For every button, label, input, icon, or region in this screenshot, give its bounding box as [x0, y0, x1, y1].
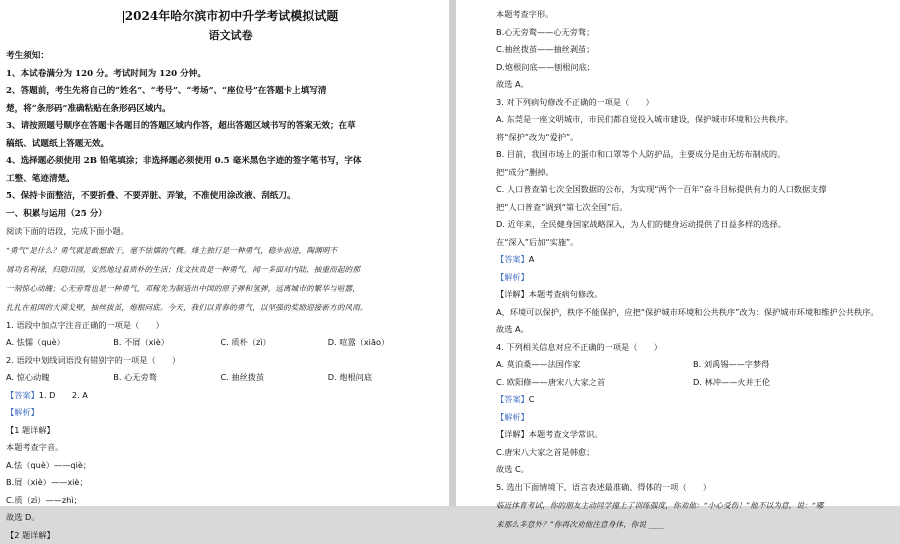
- option: C. 质朴（zì）: [221, 334, 328, 352]
- detail-label: 【详解】: [496, 429, 529, 439]
- question-5: 5. 选出下面情境下，语言表述最准确、得体的一项（ ）: [496, 479, 890, 497]
- answer-text: A: [529, 254, 535, 264]
- answer-row: [496, 391, 890, 409]
- option: D. 林冲——火并王伦: [693, 374, 890, 392]
- notice-line: 1、本试卷满分为 120 分。考试时间为 120 分钟。: [6, 66, 435, 84]
- q3-line: A. 东莞是一座文明城市，市民们都自觉投入城市建设，保护城市环境和公共秩序。: [496, 111, 890, 129]
- notice-line: 工整、笔迹清楚。: [6, 171, 435, 189]
- notice-line: 稿纸、试题纸上答题无效。: [6, 136, 435, 154]
- question-4: 4. 下列相关信息对应不正确的一项是（ ）: [496, 339, 890, 357]
- question-2: 2. 语段中划线词语没有错别字的一项是（ ）: [6, 352, 435, 370]
- explanation-line: C.唐宋八大家之首是韩愈；: [496, 444, 890, 462]
- correction-line: C.质（zì）——zhì；: [6, 492, 435, 510]
- exam-subtitle: 语文试卷: [6, 26, 435, 46]
- fix-line: C.抽丝拨茧——抽丝剥茧；: [496, 41, 890, 59]
- option: D. 炮根问底: [328, 369, 435, 387]
- question-1: 1. 语段中加点字注音正确的一项是（ ）: [6, 317, 435, 335]
- notice-line: 2、答题前，考生先将自己的“姓名”、“考号”、“考场”、“座位号”在答题卡上填写清: [6, 83, 435, 101]
- exam-title: 2024年哈尔滨市初中升学考试模拟试题: [6, 6, 435, 26]
- detail-heading: 【1 题详解】: [6, 422, 435, 440]
- question-4-options-row2: [496, 374, 890, 392]
- text-cursor: [123, 11, 124, 23]
- notice-line: 4、选择题必须使用 2B 铅笔填涂；非选择题必须使用 0.5 毫米黑色字迹的签字笔书写，字体: [6, 153, 435, 171]
- review-line: 本题考查字音。: [6, 439, 435, 457]
- section-heading: 一、积累与运用（25 分）: [6, 206, 435, 224]
- question-3: 3. 对下列病句修改不正确的一项是（ ）: [496, 94, 890, 112]
- notice-line: 5、保持卡面整洁，不要折叠、不要弄脏、弄皱，不准使用涂改液、刮纸刀。: [6, 188, 435, 206]
- q3-line: C. 人口普查第七次全国数据的公布，为实现“两个一百年”奋斗目标提供有力的人口数据支撑: [496, 181, 890, 199]
- detail-label: 【详解】: [496, 289, 529, 299]
- page-gap: [449, 0, 456, 506]
- q5-line: 来那么多意外？”你再次劝他注意身体，你说 ____: [496, 515, 890, 534]
- passage-line: 屑功名利禄，归隐田园，安然地过着质朴的生活；伐文扶贵是一种勇气，闻一多面对内陆，抽重而起的那: [6, 260, 435, 279]
- fix-line: D.炮根问底——刨根问底；: [496, 59, 890, 77]
- pick-line: 故选 A。: [496, 76, 890, 94]
- q3-line: 把“人口普查”调到“第七次全国”后。: [496, 199, 890, 217]
- option: D. 喧嚣（xiāo）: [328, 334, 435, 352]
- detail-text: 本题考查文学常识。: [529, 429, 603, 439]
- notice-line: 3、请按照题号顺序在答题卡各题目的答题区域内作答，超出答题区域书写的答案无效；在草: [6, 118, 435, 136]
- q3-line: B. 目前，我国市场上的蛋巾和口罩等个人防护品，主要成分是由无纺布制成的。: [496, 146, 890, 164]
- detail-heading: 【2 题详解】: [6, 527, 435, 544]
- question-2-options: [6, 369, 435, 387]
- pick-line: 故选 D。: [6, 509, 435, 527]
- option: B. 不屑（xiè）: [113, 334, 220, 352]
- answer-text: C: [529, 394, 535, 404]
- analysis-label: 【解析】: [496, 269, 890, 287]
- detail-row: [496, 286, 890, 304]
- answer-text: 1. D 2. A: [39, 390, 88, 400]
- option: C. 抽丝拨茧: [221, 369, 328, 387]
- instruction: 阅读下面的语段，完成下面小题。: [6, 223, 435, 241]
- q5-line: 临近体育考试，你的朋友主动同学撞上了训练强度，你劝他：“小心受伤！”他不以为意，说：“哪: [496, 496, 890, 515]
- option: A. 惊心动魄: [6, 369, 113, 387]
- question-1-options: [6, 334, 435, 352]
- right-page: [456, 0, 900, 506]
- explanation-line: A，环境可以保护，秩序不能保护，应把“保护城市环境和公共秩序”改为：保护城市环境和维护公共秩序。: [496, 304, 890, 322]
- option: A. 莫泊桑——法国作家: [496, 356, 693, 374]
- answer-row: [496, 251, 890, 269]
- detail-text: 本题考查病句修改。: [529, 289, 603, 299]
- pick-line: 故选 C。: [496, 461, 890, 479]
- detail-row: [496, 426, 890, 444]
- analysis-label: 【解析】: [6, 404, 435, 422]
- option: C. 欧阳修——唐宋八大家之首: [496, 374, 693, 392]
- answer-label: 【答案】: [496, 254, 529, 264]
- answer-row: [6, 387, 435, 405]
- option: B. 心无旁骛: [113, 369, 220, 387]
- question-4-options-row1: [496, 356, 890, 374]
- fix-line: B.心无旁鹜——心无旁骛；: [496, 24, 890, 42]
- q3-line: 在“深入”后加“实施”。: [496, 234, 890, 252]
- q3-line: 把“成分”删掉。: [496, 164, 890, 182]
- passage-line: 扎扎在祖国的大漠戈壁，抽丝拔茧，炮根问底。今天，我们以青春的勇气，以坚强的奖励迎接新方的风雨。: [6, 298, 435, 317]
- q3-line: 将“保护”改为“爱护”。: [496, 129, 890, 147]
- q3-line: D. 近年来，全民健身国家战略深入，为人们的健身运动提供了日益多样的选择。: [496, 216, 890, 234]
- option: A. 怯懦（què）: [6, 334, 113, 352]
- analysis-label: 【解析】: [496, 409, 890, 427]
- notice-line: 楚，将“条形码”准确粘贴在条形码区域内。: [6, 101, 435, 119]
- pick-line: 故选 A。: [496, 321, 890, 339]
- correction-line: A.怯（què）——qiè；: [6, 457, 435, 475]
- answer-label: 【答案】: [6, 390, 39, 400]
- passage-line: 一刻惊心动魄；心无旁骛也是一种勇气，邓稼先为制造出中国的原子弹和氢弹，远离城市的繁华与喧嚣，: [6, 279, 435, 298]
- review-line: 本题考查字形。: [496, 6, 890, 24]
- left-page: [0, 0, 449, 506]
- notice-heading: 考生须知：: [6, 48, 435, 66]
- answer-label: 【答案】: [496, 394, 529, 404]
- passage-line: “勇气”是什么？勇气就是敢想敢干，毫不怯懦的气概。烽主独行是一种勇气，稳步前进，陶渊明不: [6, 241, 435, 260]
- option: B. 刘禹锡——字梦得: [693, 356, 890, 374]
- correction-line: B.屑（xiè）——xiè；: [6, 474, 435, 492]
